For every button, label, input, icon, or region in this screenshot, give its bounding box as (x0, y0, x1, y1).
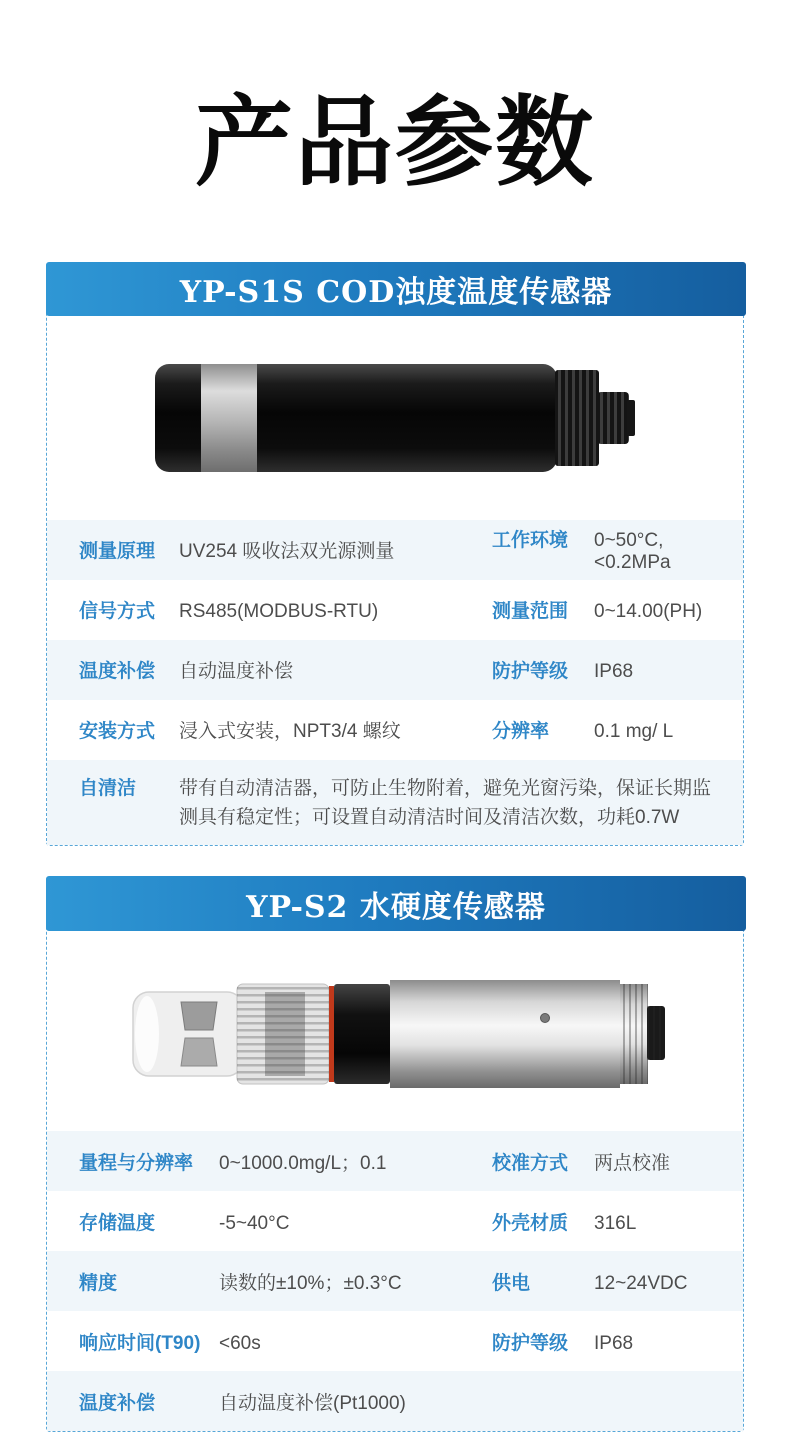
spec-row (47, 580, 743, 640)
spec-value: RS485(MODBUS-RTU) (179, 601, 379, 623)
spec-cell (79, 716, 492, 743)
spec-label: 工作环境 (492, 530, 569, 552)
spec-row (47, 1311, 743, 1371)
spec-label: 安装方式 (79, 721, 156, 743)
spec-row (47, 520, 743, 580)
spec-cell (79, 1328, 492, 1355)
spec-value: -5~40°C (219, 1212, 290, 1234)
spec-label: 供电 (492, 1272, 531, 1294)
black-cod-sensor-photo (145, 348, 645, 488)
spec-row (47, 1371, 743, 1431)
spec-value: 0.1 mg/ L (594, 721, 674, 743)
spec-row (47, 1191, 743, 1251)
spec-cell (492, 596, 729, 623)
spec-label: 防护等级 (492, 1332, 569, 1354)
spec-cell (492, 1268, 729, 1295)
spec-value: IP68 (594, 661, 634, 683)
spec-label: 测量原理 (79, 541, 156, 563)
spec-value: 316L (594, 1212, 637, 1234)
card-title-yp-s1s: YP-S1S COD浊度温度传感器 (46, 262, 746, 316)
spec-label: 测量范围 (492, 601, 569, 623)
spec-cell (79, 656, 492, 683)
spec-cell (492, 716, 729, 743)
page-title: 产品参数 (194, 85, 595, 200)
spec-value: 浸入式安装，NPT3/4 螺纹 (179, 721, 401, 743)
spec-value: 0~50°C,<0.2MPa (594, 530, 671, 574)
spec-value: 带有自动清洁器，可防止生物附着，避免光窗污染，保证长期监测具有稳定性；可设置自动清洁时间及清洁次数，功耗0.7W (179, 777, 712, 829)
spec-cell (79, 1148, 492, 1175)
spec-value: UV254 吸收法双光源测量 (179, 541, 395, 563)
spec-row (47, 1131, 743, 1191)
spec-cell (492, 1328, 729, 1355)
spec-label: 信号方式 (79, 601, 156, 623)
spec-cell (492, 525, 729, 574)
spec-value: 自动温度补偿 (179, 661, 294, 683)
spec-cell (492, 1208, 729, 1235)
product-image-area-yp-s2 (47, 931, 743, 1131)
spec-cell (492, 656, 729, 683)
product-image-area-yp-s1s (47, 316, 743, 520)
spec-cell (79, 536, 492, 563)
spec-label: 校准方式 (492, 1152, 569, 1174)
product-card-yp-s2 (46, 876, 744, 1432)
spec-table-yp-s1s (47, 520, 743, 846)
spec-label: 量程与分辨率 (79, 1152, 194, 1174)
spec-label: 响应时间(T90) (79, 1332, 201, 1354)
spec-label: 精度 (79, 1272, 118, 1294)
spec-label: 温度补偿 (79, 1392, 156, 1414)
spec-row (47, 760, 743, 846)
spec-cell (79, 596, 492, 623)
card-title-yp-s2: YP-S2 水硬度传感器 (46, 876, 746, 931)
spec-value: <60s (219, 1332, 261, 1354)
spec-value: 12~24VDC (594, 1272, 688, 1294)
spec-cell (79, 1388, 492, 1415)
spec-value: 两点校准 (594, 1152, 671, 1174)
spec-row (47, 1251, 743, 1311)
spec-table-yp-s2 (47, 1131, 743, 1431)
stainless-hardness-sensor-photo (125, 966, 665, 1096)
spec-value: 0~1000.0mg/L；0.1 (219, 1152, 387, 1174)
spec-row (47, 640, 743, 700)
spec-label: 存储温度 (79, 1212, 156, 1234)
spec-value: 0~14.00(PH) (594, 601, 703, 623)
spec-value: 读数的±10%；±0.3°C (219, 1272, 402, 1294)
spec-label: 防护等级 (492, 661, 569, 683)
product-card-yp-s1s (46, 262, 744, 847)
spec-label: 温度补偿 (79, 661, 156, 683)
spec-row (47, 700, 743, 760)
spec-value: 自动温度补偿(Pt1000) (219, 1392, 406, 1414)
spec-cell (79, 1208, 492, 1235)
spec-label: 分辨率 (492, 721, 550, 743)
spec-cell (79, 773, 729, 833)
spec-label: 外壳材质 (492, 1212, 569, 1234)
spec-value: IP68 (594, 1332, 634, 1354)
spec-cell (492, 1148, 729, 1175)
spec-cell (79, 1268, 492, 1295)
spec-label: 自清洁 (79, 777, 137, 799)
